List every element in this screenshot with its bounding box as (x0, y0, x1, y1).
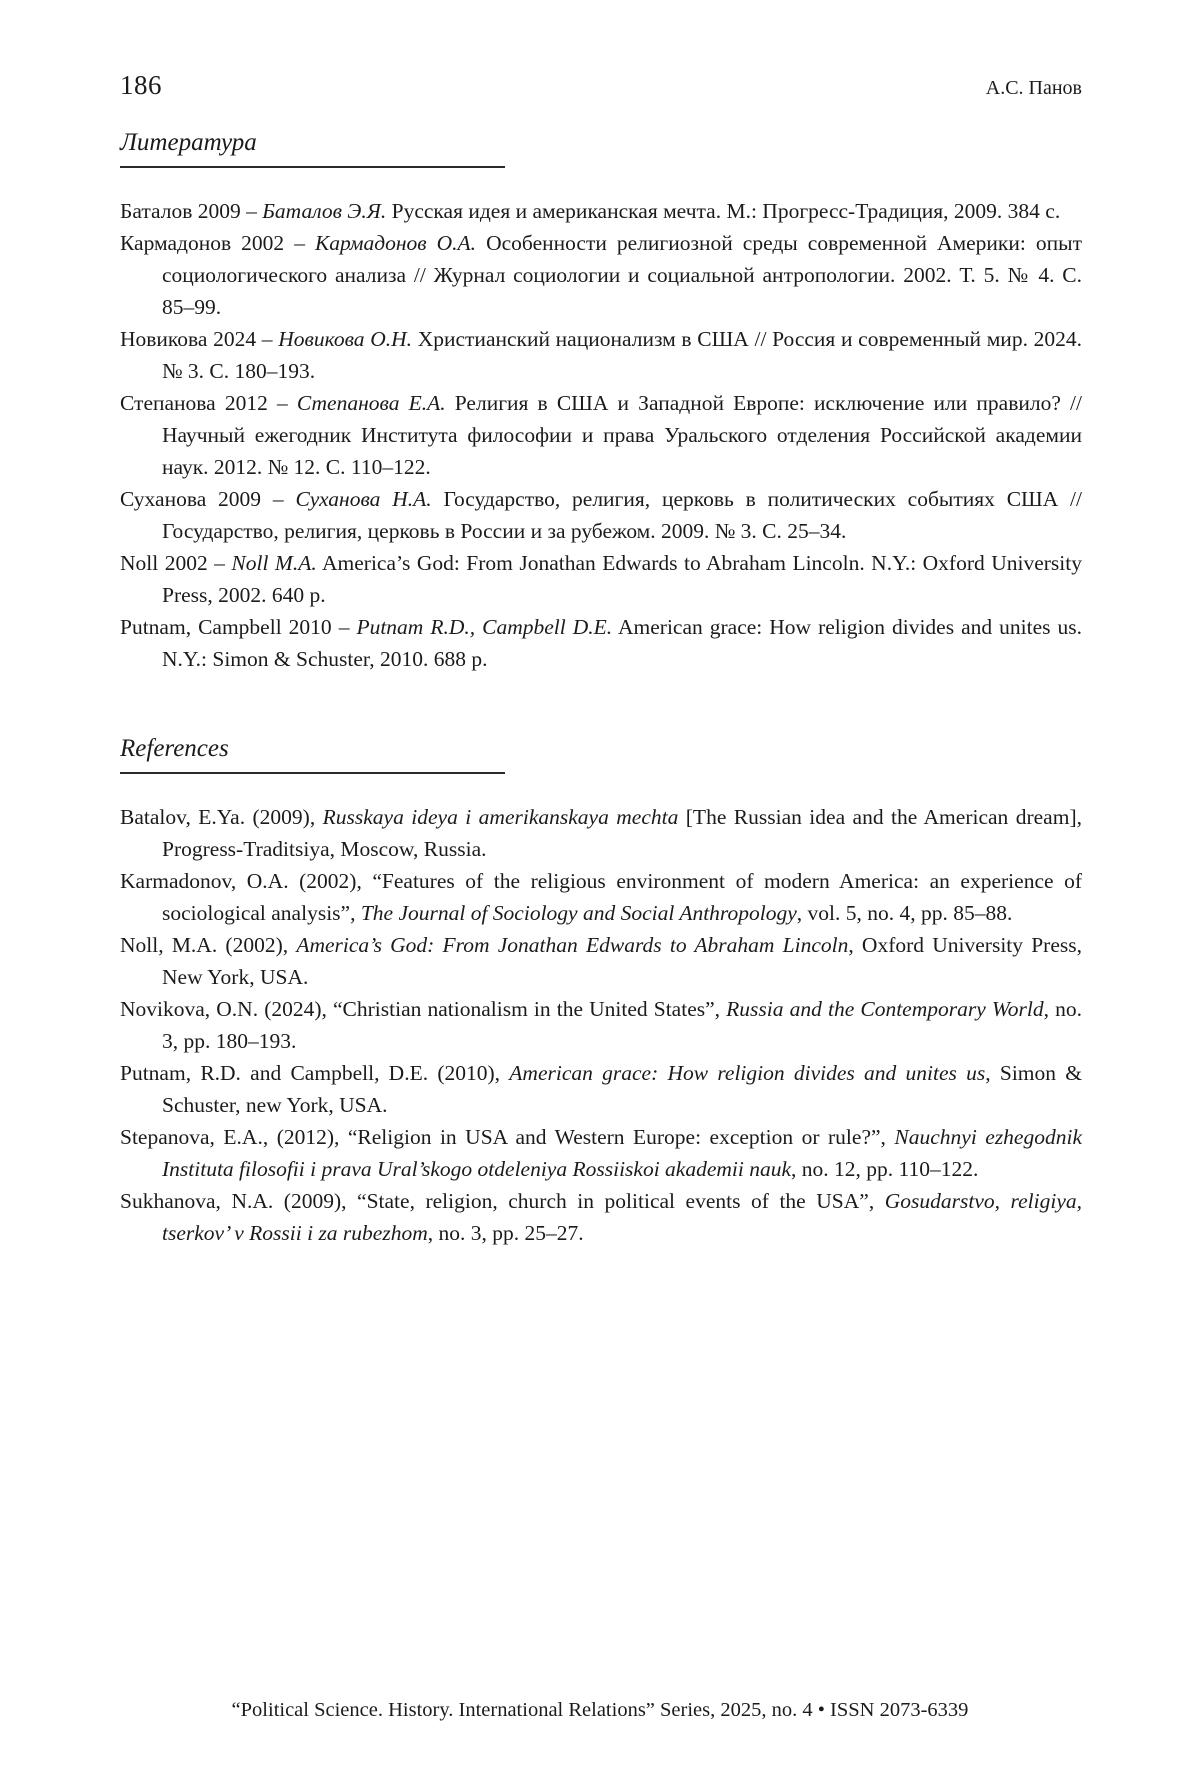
running-head-author: А.С. Панов (985, 77, 1082, 99)
entry-text-segment: Noll, M.A. (2002), (120, 933, 297, 957)
reference-entry (120, 1185, 1082, 1249)
entry-text-segment: Суханова 2009 – (120, 487, 296, 511)
reference-entry (120, 929, 1082, 993)
entry-text-segment: Novikova, O.N. (2024), “Christian nationalism in the United States”, (120, 997, 727, 1021)
entry-text-segment: , no. 3, pp. 25–27. (427, 1221, 584, 1245)
entry-italic-segment: American grace: How religion divides and unites us (509, 1061, 986, 1085)
section-heading-literatura: Литература (120, 129, 505, 168)
entry-italic-segment: Степанова Е.А. (296, 391, 446, 415)
reference-list-references (120, 801, 1082, 1249)
reference-entry (120, 801, 1082, 865)
entry-text-segment: Степанова 2012 – (120, 391, 297, 415)
reference-entry (120, 195, 1082, 227)
entry-text-segment: Batalov, E.Ya. (2009), (120, 805, 323, 829)
entry-text-segment: Государство, религия, церковь в политических событиях США // Государство, религия, церковь в России и за рубежом. 2009. № 3. С. 25–34. (162, 487, 1083, 543)
entry-text-segment: America’s God: From Jonathan Edwards to Abraham Lincoln. N.Y.: Oxford University Press, 2002. 640 p. (162, 551, 1082, 607)
entry-text-segment: Христианский национализм в США // Россия и современный мир. 2024. № 3. С. 180–193. (162, 327, 1082, 383)
entry-italic-segment: Gosudarstvo, religiya, tserkov’ v Rossii i za rubezhom (162, 1189, 1082, 1245)
reference-entry (120, 993, 1082, 1057)
entry-text-segment: , Simon & Schuster, new York, USA. (162, 1061, 1082, 1117)
entry-italic-segment: Баталов Э.Я. (262, 199, 387, 223)
reference-entry (120, 1057, 1082, 1121)
entry-text-segment: Putnam, R.D. and Campbell, D.E. (2010), (120, 1061, 510, 1085)
entry-text-segment: Баталов 2009 – (120, 199, 263, 223)
entry-italic-segment: Noll M.A. (231, 551, 317, 575)
references-content (120, 129, 1082, 1249)
reference-entry (120, 547, 1082, 611)
page-header (120, 70, 1082, 101)
entry-italic-segment: Суханова Н.А. (295, 487, 432, 511)
entry-italic-segment: Nauchnyi ezhegodnik Instituta filosofii i prava Ural’skogo otdeleniya Rossiiskoi akademii nauk (162, 1125, 1082, 1181)
entry-text-segment: Религия в США и Западной Европе: исключение или правило? // Научный ежегодник Института философии и права Уральского отделения Российской академии наук. 2012. № 12. С. 110–122. (162, 391, 1082, 479)
page-number: 186 (120, 70, 162, 100)
entry-text-segment: Русская идея и американская мечта. М.: Прогресс-Традиция, 2009. 384 с. (386, 199, 1061, 223)
page-footer (0, 1699, 1200, 1722)
reference-entry (120, 387, 1082, 483)
entry-italic-segment: Кармадонов О.А. (315, 231, 477, 255)
reference-entry (120, 227, 1082, 323)
entry-italic-segment: Новикова О.Н. (278, 327, 413, 351)
entry-text-segment: , Oxford University Press, New York, USA. (162, 933, 1082, 989)
entry-text-segment: Кармадонов 2002 – (120, 231, 316, 255)
reference-entry (120, 323, 1082, 387)
entry-text-segment: , no. 12, pp. 110–122. (791, 1157, 979, 1181)
entry-italic-segment: Putnam R.D., Campbell D.E. (356, 615, 613, 639)
entry-text-segment: Putnam, Campbell 2010 – (120, 615, 357, 639)
entry-italic-segment: Russia and the Contemporary World (726, 997, 1044, 1021)
reference-section-references (120, 735, 1082, 1249)
journal-footer-line: “Political Science. History. International Relations” Series, 2025, no. 4 • ISSN 2073-6339 (231, 1699, 969, 1721)
entry-text-segment: [The Russian idea and the American dream], Progress-Traditsiya, Moscow, Russia. (162, 805, 1082, 861)
entry-text-segment: Новикова 2024 – (120, 327, 279, 351)
entry-italic-segment: The Journal of Sociology and Social Anthropology (360, 901, 797, 925)
reference-entry (120, 1121, 1082, 1185)
reference-entry (120, 865, 1082, 929)
entry-italic-segment: Russkaya ideya i amerikanskaya mechta (322, 805, 679, 829)
entry-text-segment: Sukhanova, N.A. (2009), “State, religion, church in political events of the USA”, (120, 1189, 885, 1213)
section-heading-references: References (120, 735, 505, 774)
entry-text-segment: Особенности религиозной среды современной Америки: опыт социологического анализа // Журнал социологии и социальной антропологии. 2002. Т. 5. № 4. С. 85–99. (162, 231, 1082, 319)
reference-list-literatura (120, 195, 1082, 675)
entry-text-segment: , no. 3, pp. 180–193. (162, 997, 1083, 1053)
entry-text-segment: American grace: How religion divides and unites us. N.Y.: Simon & Schuster, 2010. 688 p. (162, 615, 1082, 671)
entry-text-segment: Stepanova, E.A., (2012), “Religion in USA and Western Europe: exception or rule?”, (120, 1125, 895, 1149)
entry-text-segment: Noll 2002 – (120, 551, 232, 575)
entry-italic-segment: America’s God: From Jonathan Edwards to Abraham Lincoln (296, 933, 849, 957)
entry-text-segment: , vol. 5, no. 4, pp. 85–88. (796, 901, 1013, 925)
reference-entry (120, 611, 1082, 675)
reference-entry (120, 483, 1082, 547)
entry-text-segment: Karmadonov, O.A. (2002), “Features of the religious environment of modern America: an experience of sociological analysis”, (120, 869, 1082, 925)
reference-section-literatura (120, 129, 1082, 675)
